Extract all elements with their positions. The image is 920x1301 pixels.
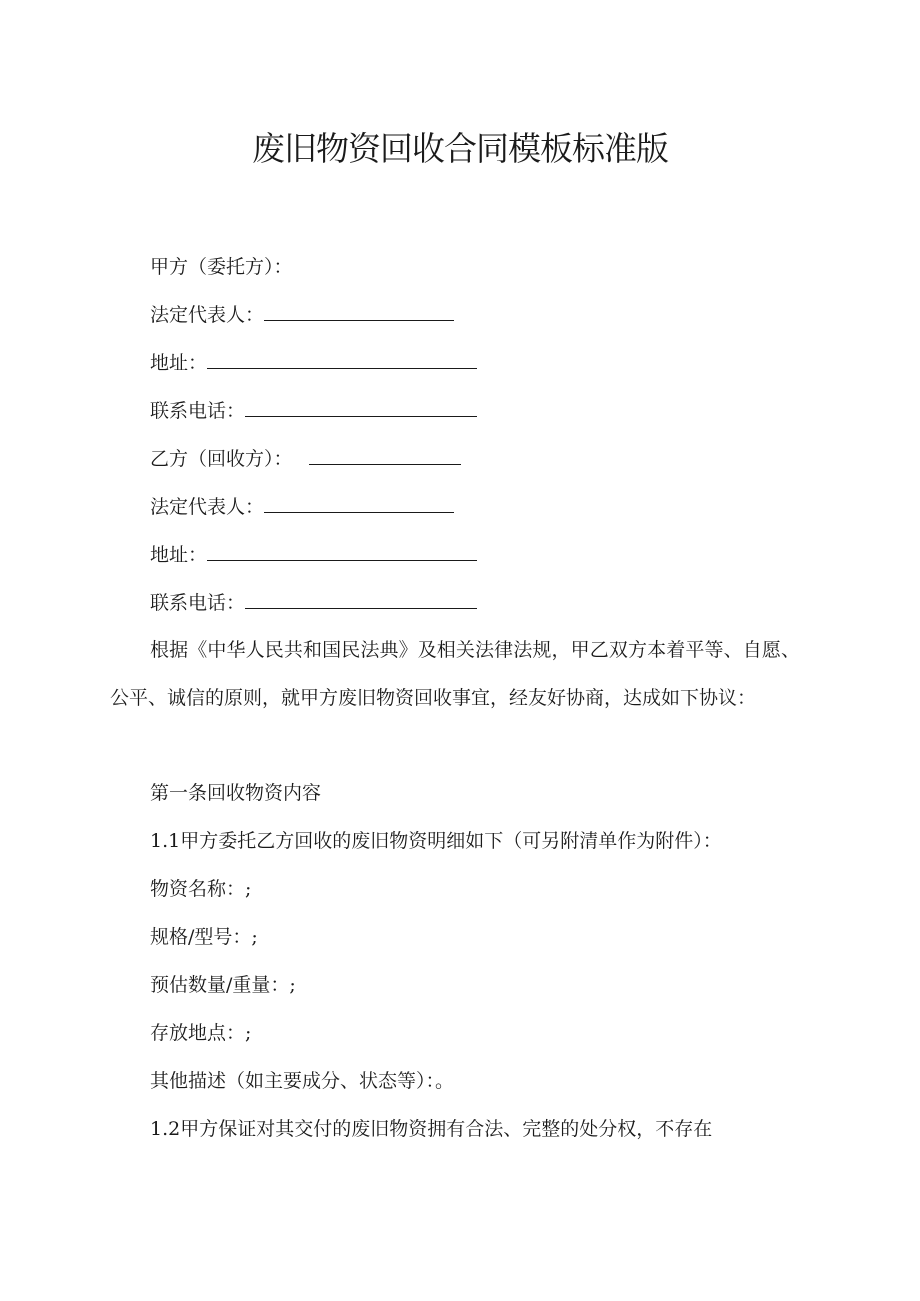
preamble-paragraph: 根据《中华人民共和国民法典》及相关法律法规，甲乙双方本着平等、自愿、公平、诚信的原则，就甲方废旧物资回收事宜，经友好协商，达成如下协议： — [110, 639, 800, 709]
party-a-heading — [150, 254, 293, 280]
item-name-field: 物资名称：; — [150, 878, 252, 900]
party-a-legal-rep-label: 法定代表人： — [150, 304, 265, 326]
party-a-legal-rep-blank[interactable] — [264, 302, 454, 321]
party-b-legal-rep-label: 法定代表人： — [150, 496, 265, 518]
party-a-phone-label: 联系电话： — [150, 400, 246, 422]
party-b-name-blank[interactable] — [309, 446, 461, 465]
party-b-address-line — [150, 542, 477, 568]
party-b-address-label: 地址： — [150, 544, 208, 566]
party-a-phone-line — [150, 398, 477, 424]
party-b-legal-rep-line — [150, 494, 454, 520]
party-b-address-blank[interactable] — [207, 542, 477, 561]
party-b-phone-blank[interactable] — [245, 590, 477, 609]
document-title: 废旧物资回收合同模板标准版 — [252, 129, 668, 168]
party-a-legal-rep-line — [150, 302, 454, 328]
item-quantity-field: 预估数量/重量：; — [150, 974, 296, 996]
party-a-phone-blank[interactable] — [245, 398, 477, 417]
party-b-phone-line — [150, 590, 477, 616]
item-spec-field: 规格/型号：; — [150, 926, 258, 948]
article-1-heading: 第一条回收物资内容 — [150, 782, 322, 804]
party-b-heading-text: 乙方（回收方）： — [150, 448, 293, 470]
party-a-address-line — [150, 350, 477, 376]
party-a-address-label: 地址： — [150, 352, 208, 374]
party-a-address-blank[interactable] — [207, 350, 477, 369]
party-b-phone-label: 联系电话： — [150, 592, 246, 614]
party-b-legal-rep-blank[interactable] — [264, 494, 454, 513]
party-a-heading-text: 甲方（委托方）： — [150, 256, 293, 278]
clause-1-1: 1.1甲方委托乙方回收的废旧物资明细如下（可另附清单作为附件）： — [150, 830, 722, 852]
party-b-heading — [150, 446, 461, 472]
item-other-field: 其他描述（如主要成分、状态等）：。 — [150, 1070, 455, 1092]
clause-1-2: 1.2甲方保证对其交付的废旧物资拥有合法、完整的处分权，不存在 — [150, 1118, 713, 1140]
item-location-field: 存放地点：; — [150, 1022, 252, 1044]
